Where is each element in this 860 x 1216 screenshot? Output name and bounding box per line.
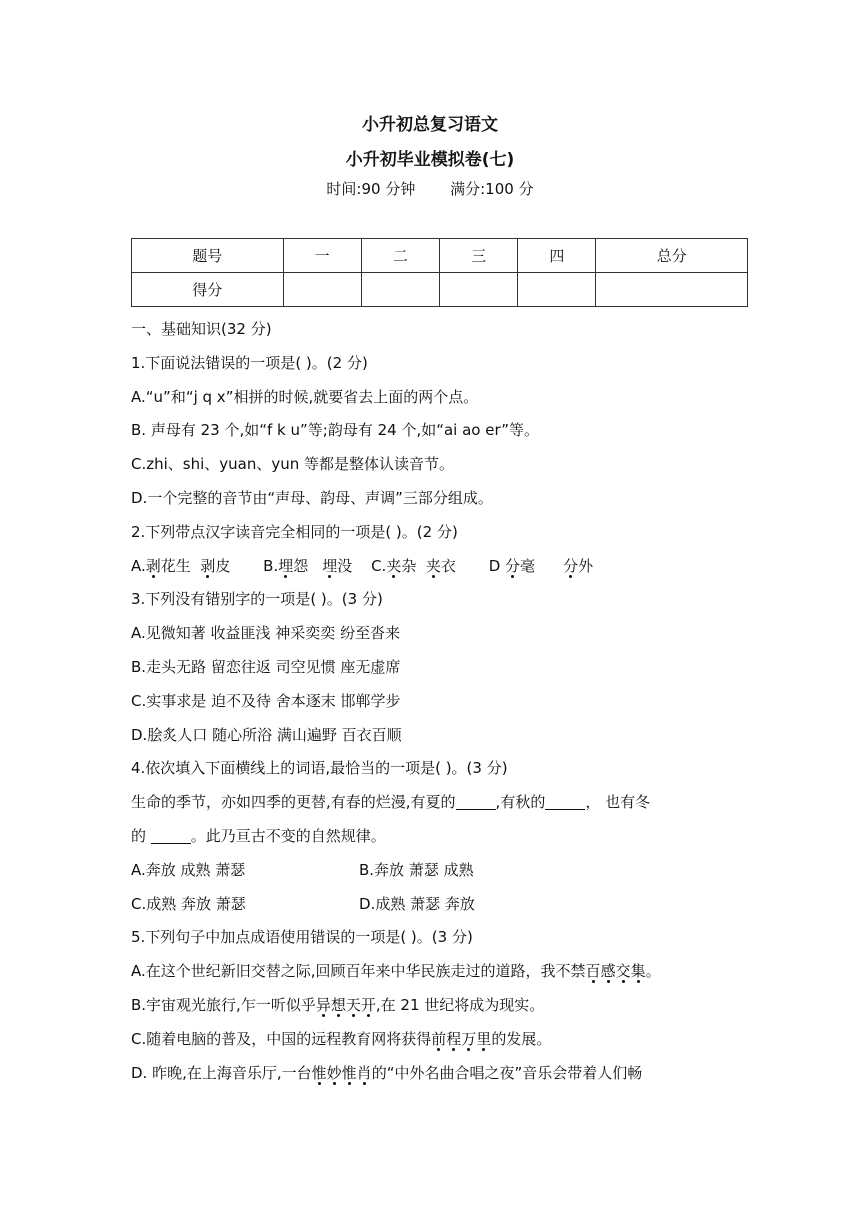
- dotted-char: 万: [461, 1029, 477, 1048]
- question-1-option-b: B. 声母有 23 个,如“f k u”等;韵母有 24 个,如“ai ao er”等。: [131, 421, 540, 440]
- dotted-char: 程: [446, 1029, 462, 1048]
- word-part: 没: [337, 556, 353, 575]
- question-3-option-a: A.见微知著 收益匪浅 神采奕奕 纷至沓来: [131, 624, 401, 643]
- question-4-option-d: D.成熟 萧瑟 奔放: [359, 894, 475, 913]
- option-label: B.: [263, 556, 279, 575]
- passage-text: ， 也有冬: [585, 793, 651, 812]
- dotted-char: 埋: [278, 556, 294, 575]
- time-limit: 时间:90 分钟: [326, 180, 416, 198]
- option-label: C.: [371, 556, 387, 575]
- question-1-option-c: C.zhi、shi、yuan、yun 等都是整体认读音节。: [131, 455, 455, 474]
- score-cell: [596, 273, 748, 307]
- question-2-stem: 2.下列带点汉字读音完全相同的一项是( )。(2 分): [131, 522, 458, 541]
- dotted-char: 集: [630, 962, 646, 981]
- passage-text: ,有秋的: [495, 793, 546, 812]
- dotted-char: 妙: [326, 1063, 342, 1082]
- option-label: D: [488, 556, 506, 575]
- score-table-score-row: [132, 273, 748, 307]
- dotted-char: 百: [585, 962, 601, 981]
- sentence-text: 的“中外名曲合唱之夜”音乐会带着人们畅: [371, 1063, 643, 1082]
- option-label: A.: [131, 556, 146, 575]
- score-cell: [439, 273, 517, 307]
- sentence-text: C.随着电脑的普及，中国的远程教育网将获得: [131, 1029, 432, 1048]
- dotted-char: 剥: [200, 556, 216, 575]
- word-part: 杂: [401, 556, 417, 575]
- sentence-text: 。: [645, 962, 661, 981]
- question-1-stem: 1.下面说法错误的一项是( )。(2 分): [131, 353, 368, 372]
- passage-text: 生命的季节，亦如四季的更替,有春的烂漫,有夏的: [131, 793, 456, 812]
- section-heading: 一、基础知识(32 分): [131, 320, 272, 338]
- score-table: [131, 238, 748, 307]
- word-part: 外: [578, 556, 594, 575]
- question-3-stem: 3.下列没有错别字的一项是( )。(3 分): [131, 590, 383, 609]
- dotted-char: 惟: [311, 1063, 327, 1082]
- dotted-char: 交: [615, 962, 631, 981]
- question-4-options-row-2: [131, 888, 741, 922]
- question-4-stem: 4.依次填入下面横线上的词语,最恰当的一项是( )。(3 分): [131, 759, 508, 778]
- dotted-char: 里: [476, 1029, 492, 1048]
- fill-blank[interactable]: [151, 825, 191, 844]
- question-4-options-row-1: [131, 854, 741, 888]
- question-4-passage-line-2: [131, 820, 741, 854]
- question-4-passage-line-1: [131, 786, 741, 820]
- score-cell: 四: [518, 239, 596, 273]
- exam-body: [131, 313, 741, 1090]
- fill-blank[interactable]: [456, 791, 496, 810]
- question-3-option-c: C.实事求是 迫不及待 舍本逐末 邯郸学步: [131, 691, 401, 710]
- word-part: 怨: [293, 556, 309, 575]
- dotted-char: 异: [315, 995, 331, 1014]
- score-cell: [361, 273, 439, 307]
- dotted-char: 夹: [386, 556, 402, 575]
- word-part: 毫: [520, 556, 536, 575]
- dotted-char: 感: [600, 962, 616, 981]
- dotted-char: 前: [431, 1029, 447, 1048]
- score-cell: 总分: [596, 239, 748, 273]
- word-part: 衣: [440, 556, 456, 575]
- score-cell: [518, 273, 596, 307]
- question-5-stem: 5.下列句子中加点成语使用错误的一项是( )。(3 分): [131, 928, 473, 947]
- exam-title: 小升初总复习语文: [362, 115, 498, 135]
- question-3-option-b: B.走头无路 留恋往返 司空见惯 座无虚席: [131, 657, 401, 676]
- question-4-option-c: C.成熟 奔放 萧瑟: [131, 894, 246, 913]
- sentence-text: B.宇宙观光旅行,乍一听似乎: [131, 995, 316, 1014]
- fill-blank[interactable]: [545, 791, 585, 810]
- dotted-char: 惟: [341, 1063, 357, 1082]
- full-score: 满分:100 分: [450, 180, 534, 198]
- exam-meta: [0, 178, 860, 199]
- sentence-text: 的发展。: [491, 1029, 552, 1048]
- dotted-char: 夹: [425, 556, 441, 575]
- question-4-option-b: B.奔放 萧瑟 成熟: [359, 860, 474, 879]
- word-part: 皮: [215, 556, 231, 575]
- dotted-char: 分: [563, 556, 579, 575]
- question-5-option-d: [131, 1057, 741, 1091]
- question-5-option-a: [131, 955, 741, 989]
- score-cell: 得分: [132, 273, 284, 307]
- question-2-options: [131, 550, 741, 584]
- score-cell: 三: [439, 239, 517, 273]
- dotted-char: 剥: [145, 556, 161, 575]
- question-4-option-a: A.奔放 成熟 萧瑟: [131, 860, 246, 879]
- question-5-option-b: [131, 989, 741, 1023]
- dotted-char: 肖: [356, 1063, 372, 1082]
- question-3-option-d: D.脍炙人口 随心所浴 满山遍野 百衣百顺: [131, 725, 402, 744]
- score-table-header-row: [132, 239, 748, 273]
- question-5-option-c: [131, 1023, 741, 1057]
- sentence-text: A.在这个世纪新旧交替之际,回顾百年来中华民族走过的道路，我不禁: [131, 962, 586, 981]
- score-cell: 题号: [132, 239, 284, 273]
- sentence-text: D. 昨晚,在上海音乐厅,一台: [131, 1063, 312, 1082]
- word-part: 花生: [160, 556, 191, 575]
- exam-subtitle: 小升初毕业模拟卷(七): [345, 150, 515, 170]
- passage-text: 。此乃亘古不变的自然规律。: [190, 826, 386, 845]
- dotted-char: 埋: [322, 556, 338, 575]
- dotted-char: 分: [505, 556, 521, 575]
- question-1-option-d: D.一个完整的音节由“声母、韵母、声调”三部分组成。: [131, 488, 493, 507]
- dotted-char: 想: [330, 995, 346, 1014]
- dotted-char: 天: [345, 995, 361, 1014]
- passage-text: 的: [131, 826, 151, 845]
- score-cell: 一: [283, 239, 361, 273]
- score-cell: 二: [361, 239, 439, 273]
- question-1-option-a: A.“u”和“j q x”相拼的时候,就要省去上面的两个点。: [131, 387, 479, 406]
- sentence-text: ,在 21 世纪将成为现实。: [375, 995, 545, 1014]
- score-cell: [283, 273, 361, 307]
- dotted-char: 开: [360, 995, 376, 1014]
